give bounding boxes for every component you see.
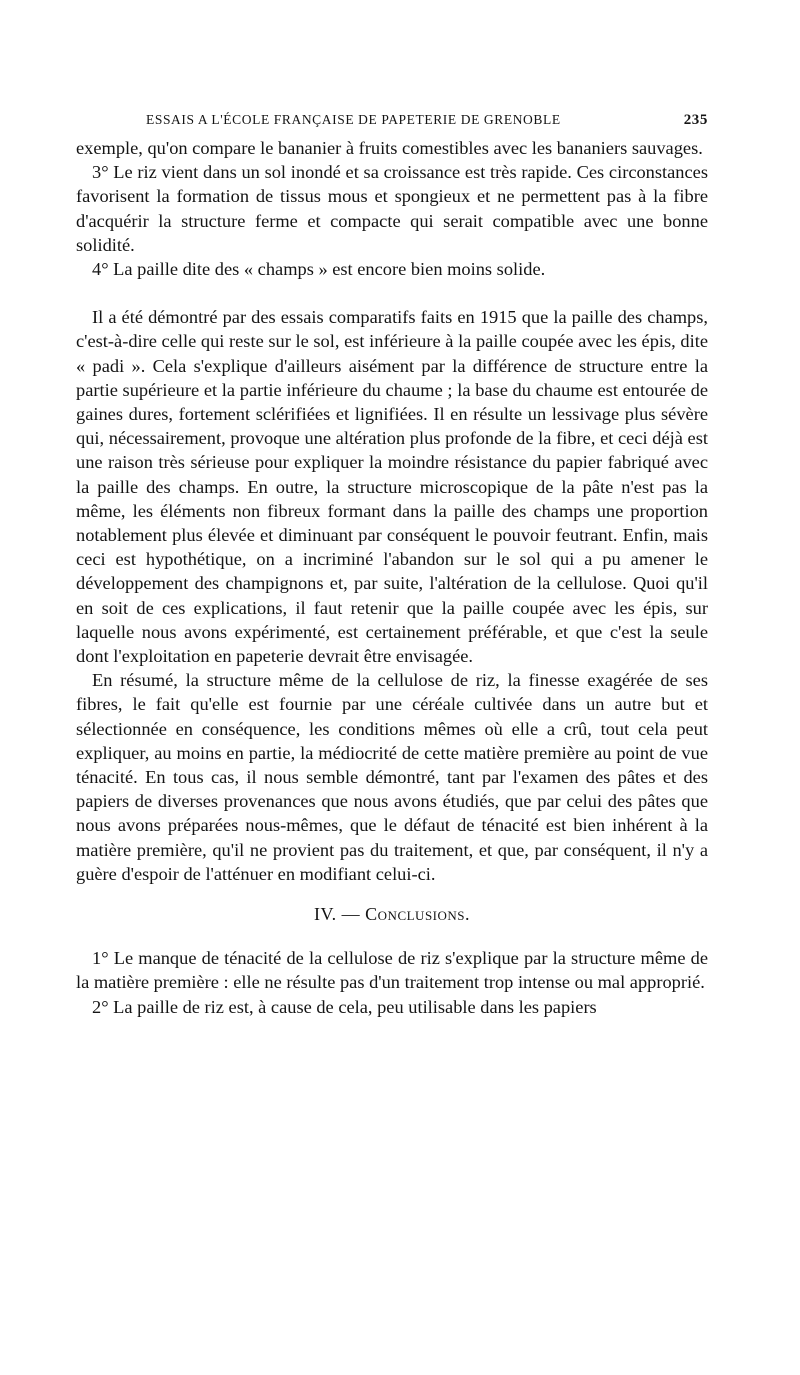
conclusion-2: 2° La paille de riz est, à cause de cela, peu utilisable dans les papiers (92, 996, 597, 1017)
book-page (76, 112, 708, 1019)
running-header (146, 112, 708, 136)
section-heading-title: Conclusions. (365, 904, 471, 925)
conclusion-1: 1° Le manque de ténacité de la cellulose de riz s'explique par la structure même de la matière première : elle ne résulte pas d'un traitement trop intense ou mal approprié. (76, 948, 708, 993)
heading-gap-top (76, 886, 708, 902)
section-heading (76, 902, 708, 926)
section-gap (76, 281, 708, 305)
paragraph-continuation: exemple, qu'on compare le bananier à fruits comestibles avec les bananiers sauvages. (76, 138, 703, 158)
paragraph-field-straw: Il a été démontré par des essais comparatifs faits en 1915 que la paille des champs, c'est-à-dire celle qui reste sur le sol, est inférieure à la paille coupée avec les épis, dite « padi ». Cela s'explique d'ailleurs aisément par la différence de structure entre la partie supérieure et la partie inférieure du chaume ; la base du chaume est entourée de gaines dures, fortement sclérifiées et lignifiées. Il en résulte un lessivage plus sévère qui, nécessairement, provoque une altération plus profonde de la fibre, et ceci déjà est une raison très sérieuse pour expliquer la moindre résistance du papier fabriqué avec la paille des champs. En outre, la structure microscopique de la pâte n'est pas la même, les éléments non fibreux formant dans la paille des champs une proportion notablement plus élevée et diminuant par conséquent le pouvoir feutrant. Enfin, mais ceci est hypothétique, on a incriminé l'abandon sur le sol qui a pu amener le développement des champignons et, par suite, l'altération de la cellulose. Quoi qu'il en soit de ces explications, il faut retenir que la paille coupée avec les épis, sur laquelle nous avons expérimenté, est certainement préférable, et que c'est la seule dont l'exploitation en papeterie devrait être envisagée. (76, 307, 708, 667)
paragraph-summary: En résumé, la structure même de la cellulose de riz, la finesse exagérée de ses fibres, le fait qu'elle est fournie par une céréale cultivée dans un autre but et sélectionnée en conséquence, les conditions mêmes où elle a crû, tout cela peut expliquer, au moins en partie, la médiocrité de cette matière première au point de vue ténacité. En tous cas, il nous semble démontré, tant par l'examen des pâtes et des papiers de diverses provenances que nous avons étudiés, que par celui des pâtes que nous avons préparées nous-mêmes, que le défaut de ténacité est bien inhérent à la matière première, qu'il ne provient pas du traitement, et que, par conséquent, il n'y a guère d'espoir de l'atténuer en modifiant celui-ci. (76, 670, 708, 884)
paragraph-point-4: 4° La paille dite des « champs » est encore bien moins solide. (92, 259, 546, 280)
body-text (76, 136, 708, 1019)
section-heading-number: IV. — (313, 904, 361, 925)
paragraph-point-3: 3° Le riz vient dans un sol inondé et sa croissance est très rapide. Ces circonstances favorisent la formation de tissus mous et spongieux et ne permettent pas à la fibre d'acquérir la structure ferme et compacte qui serait compatible avec une bonne solidité. (76, 162, 708, 255)
running-title: ESSAIS A L'ÉCOLE FRANÇAISE DE PAPETERIE DE GRENOBLE (146, 112, 561, 127)
page-number: 235 (683, 112, 708, 128)
heading-gap-bottom (76, 926, 708, 946)
